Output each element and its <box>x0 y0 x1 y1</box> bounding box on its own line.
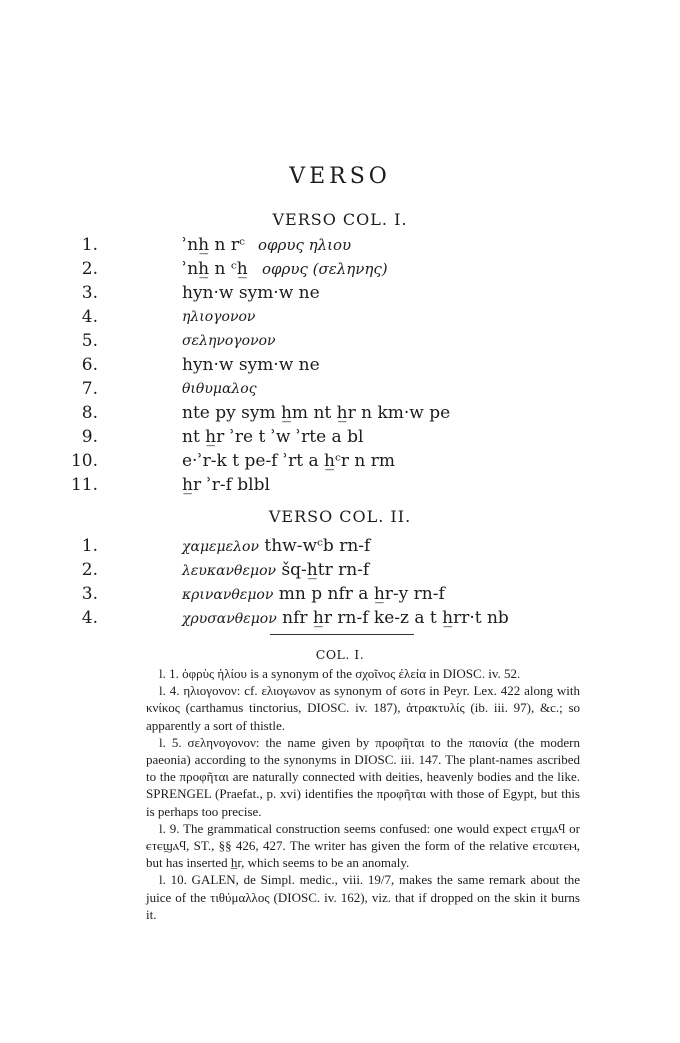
line-number: 1. <box>81 235 98 255</box>
col1-line <box>0 353 600 377</box>
line-text: thw-wᶜb rn-f <box>264 536 371 556</box>
line-number: 11. <box>70 475 98 495</box>
line-number: 5. <box>81 331 98 351</box>
line-greek: χρυσανθεμον <box>182 611 277 627</box>
line-greek: θιθυμαλος <box>182 381 257 397</box>
line-content <box>182 558 369 583</box>
line-text: hyn·w sym·w ne <box>182 355 320 375</box>
line-greek: σεληνογονον <box>182 333 276 349</box>
col2-line <box>0 582 600 606</box>
line-text: mn p nfr a h̲r-y rn-f <box>278 584 445 604</box>
line-greek: οφρυς (σεληνης) <box>262 260 388 278</box>
line-number: 7. <box>81 379 98 399</box>
line-greek: λευκανθεμον <box>182 563 277 579</box>
col2-line <box>0 558 600 582</box>
line-transliteration: ʾnh̲ n rᶜ <box>182 235 245 255</box>
line-greek: οφρυς ηλιου <box>258 236 352 254</box>
col1-line <box>0 401 600 425</box>
note-line-4: l. 4. ηλιογονον: cf. ελιογωνον as synonym of ϭⲟⲧϭ in Peyr. Lex. 422 along with κνίκος (carthamus tinctorius, DIOSC. iv. 187), ἀτρακτυλίς (ib. iii. 97), &c.; so apparently a sort of thistle. <box>146 683 580 733</box>
line-number: 3. <box>81 584 98 604</box>
line-number: 10. <box>70 451 98 471</box>
line-number: 9. <box>81 427 98 447</box>
line-text: nfr h̲r rn-f ke-z a t h̲rr·t nb <box>282 608 509 628</box>
line-greek: κρινανθεμον <box>182 587 274 603</box>
line-number: 1. <box>81 536 98 556</box>
line-text: nte py sym h̲m nt h̲r n km·w pe <box>182 403 451 423</box>
note-line-1: l. 1. ὀφρὺς ἡλίου is a synonym of the σχοῖνος ἐλεία in DIOSC. iv. 52. <box>159 666 521 681</box>
col1-line <box>0 473 600 497</box>
line-number: 2. <box>81 560 98 580</box>
section-divider <box>270 634 414 635</box>
col1-line <box>0 329 600 353</box>
line-content <box>182 606 509 631</box>
line-number: 2. <box>81 259 98 279</box>
line-content <box>182 534 370 559</box>
note-line-9: l. 9. The grammatical construction seems confused: one would expect ⲉⲧϣⲁϥ or ⲉⲧⲉϣⲁϥ, ST., §§ 426, 427. The writer has given the form of the relative ⲉⲧⲥⲱⲧⲉⲙ, but has inserted h̲r, which seems to be an anomaly. <box>146 820 580 871</box>
commentary-notes <box>146 665 580 923</box>
note-line-5: l. 5. σεληνογονον: the name given by προφῆται to the παιονία (the modern paeonia) according to the synonyms in DIOSC. iii. 147. The plant-names ascribed to the προφῆται are naturally connected with deities, heavenly bodies and the like. SPRENGEL (Praefat., p. xvi) identifies the προφῆται with those of Egypt, but this is perhaps too precise. <box>146 734 580 819</box>
line-text: hyn·w sym·w ne <box>182 283 320 303</box>
line-greek: ηλιογονον <box>182 309 256 325</box>
line-transliteration: ʾnh̲ n ᶜh̲ <box>182 259 248 279</box>
col1-line <box>0 305 600 329</box>
col2-line <box>0 534 600 558</box>
col1-line <box>0 377 600 401</box>
col1-line <box>0 233 600 257</box>
line-text: šq-h̲tr rn-f <box>281 560 370 580</box>
line-text: e·ʾr-k t pe-f ʾrt a h̲ᶜr n rm <box>182 451 395 471</box>
notes-heading: COL. I. <box>315 647 365 662</box>
note-line-10: l. 10. GALEN, de Simpl. medic., viii. 19/7, makes the same remark about the juice of the τιθύμαλλος (DIOSC. iv. 162), viz. that if dropped on the skin it burns it. <box>146 872 580 922</box>
page-title: VERSO <box>289 164 391 189</box>
line-number: 3. <box>81 283 98 303</box>
col1-heading: VERSO COL. I. <box>272 210 408 229</box>
line-text: nt h̲r ʾre t ʾw ʾrte a bl <box>182 427 364 447</box>
col1-line <box>0 281 600 305</box>
col1-line <box>0 449 600 473</box>
col2-heading: VERSO COL. II. <box>268 507 412 526</box>
line-content <box>182 582 445 607</box>
line-number: 8. <box>81 403 98 423</box>
line-text: h̲r ʾr-f blbl <box>182 475 270 495</box>
line-number: 4. <box>81 307 98 327</box>
line-number: 6. <box>81 355 98 375</box>
col1-line <box>0 257 600 281</box>
col2-line <box>0 606 600 630</box>
col1-line <box>0 425 600 449</box>
line-greek: χαμεμελον <box>182 539 259 555</box>
line-number: 4. <box>81 608 98 628</box>
